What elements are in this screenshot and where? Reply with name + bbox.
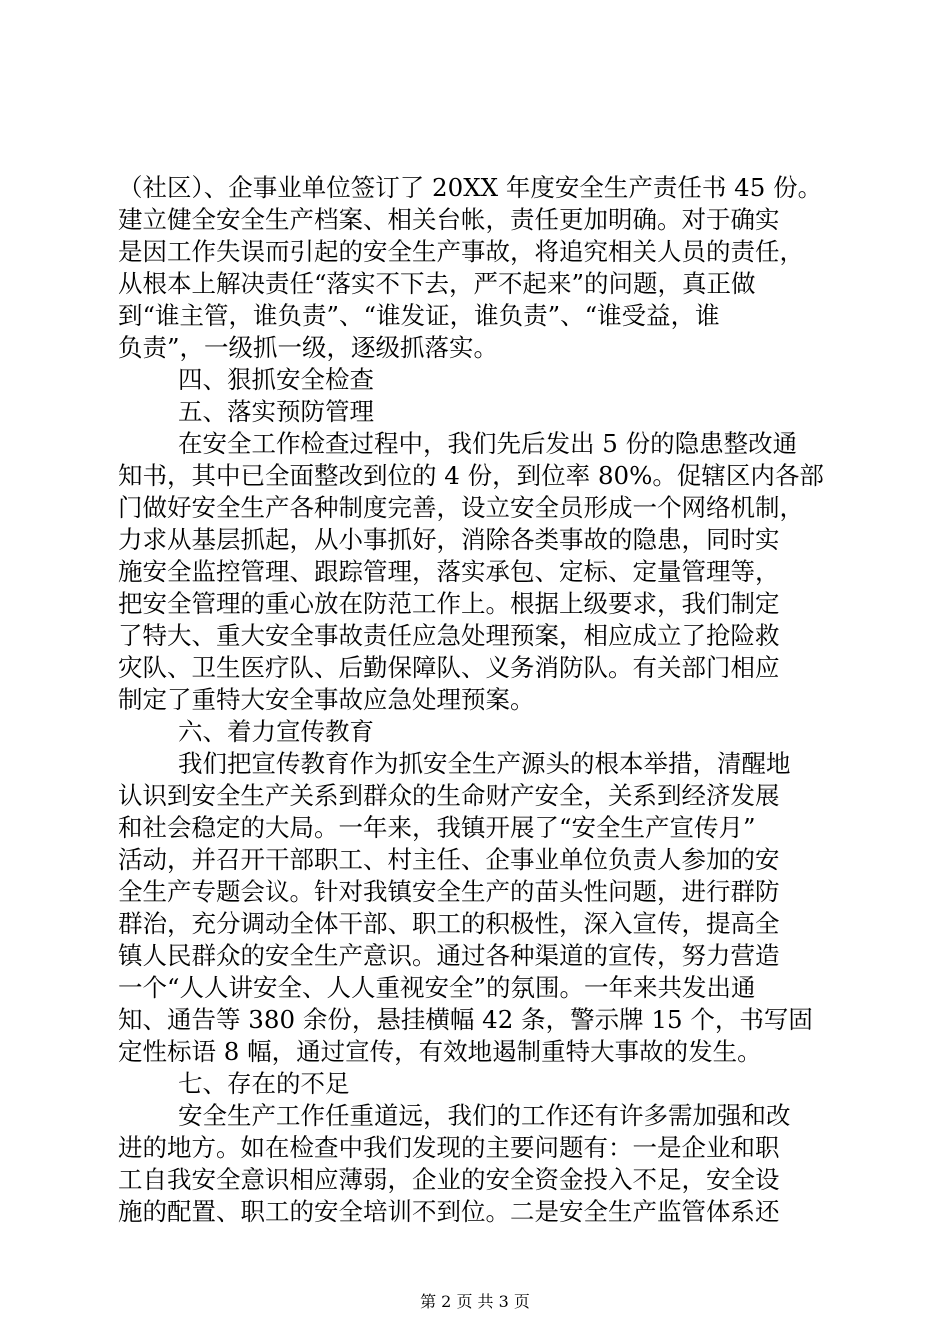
body-line: 是因工作失误而引起的安全生产事故，将追究相关人员的责任， [118, 237, 804, 266]
body-line: 认识到安全生产关系到群众的生命财产安全，关系到经济发展 [118, 781, 780, 810]
body-line: 到“谁主管，谁负责”、“谁发证，谁负责”、“谁受益，谁 [118, 301, 720, 330]
section-heading: 六、着力宣传教育 [178, 717, 374, 746]
section-heading: 七、存在的不足 [178, 1069, 350, 1098]
body-line: 知书，其中已全面整改到位的 4 份，到位率 80%。促辖区内各部 [118, 461, 824, 490]
body-line: 定性标语 8 幅，通过宣传，有效地遏制重特大事故的发生。 [118, 1037, 762, 1066]
body-line: 群治，充分调动全体干部、职工的积极性，深入宣传，提高全 [118, 909, 780, 938]
body-line: 灾队、卫生医疗队、后勤保障队、义务消防队。有关部门相应 [118, 653, 780, 682]
page-number-label: 第 2 页 共 3 页 [420, 1292, 530, 1311]
document-body [118, 172, 838, 1228]
section-heading: 四、狠抓安全检查 [178, 365, 374, 394]
body-line: 门做好安全生产各种制度完善，设立安全员形成一个网络机制， [118, 493, 804, 522]
body-line: 了特大、重大安全事故责任应急处理预案，相应成立了抢险救 [118, 621, 780, 650]
body-line: 和社会稳定的大局。一年来，我镇开展了“安全生产宣传月” [118, 813, 756, 842]
section-heading: 五、落实预防管理 [178, 397, 374, 426]
body-line: 知、通告等 380 余份，悬挂横幅 42 条，警示牌 15 个，书写固 [118, 1005, 813, 1034]
body-line: 把安全管理的重心放在防范工作上。根据上级要求，我们制定 [118, 589, 780, 618]
body-line: 全生产专题会议。针对我镇安全生产的苗头性问题，进行群防 [118, 877, 780, 906]
body-line: 一个“人人讲安全、人人重视安全”的氛围。一年来共发出通 [118, 973, 756, 1002]
body-line: 负责”，一级抓一级，逐级抓落实。 [118, 333, 499, 362]
paragraph-first-line: 安全生产工作任重道远，我们的工作还有许多需加强和改 [178, 1101, 791, 1130]
body-line: 进的地方。如在检查中我们发现的主要问题有：一是企业和职 [118, 1133, 780, 1162]
body-line: 施安全监控管理、跟踪管理，落实承包、定标、定量管理等， [118, 557, 780, 586]
body-line: 工自我安全意识相应薄弱，企业的安全资金投入不足，安全设 [118, 1165, 780, 1194]
body-line: 力求从基层抓起，从小事抓好，消除各类事故的隐患，同时实 [118, 525, 780, 554]
body-line: 建立健全安全生产档案、相关台帐，责任更加明确。对于确实 [118, 205, 780, 234]
body-line: 施的配置、职工的安全培训不到位。二是安全生产监管体系还 [118, 1197, 780, 1226]
page-footer [0, 1292, 950, 1312]
body-line: 活动，并召开干部职工、村主任、企事业单位负责人参加的安 [118, 845, 780, 874]
body-line: 镇人民群众的安全生产意识。通过各种渠道的宣传，努力营造 [118, 941, 780, 970]
paragraph-first-line: 在安全工作检查过程中，我们先后发出 5 份的隐患整改通 [178, 429, 798, 458]
body-line: 从根本上解决责任“落实不下去，严不起来”的问题，真正做 [118, 269, 756, 298]
body-line: （社区）、企事业单位签订了 20XX 年度安全生产责任书 45 份。 [118, 173, 823, 202]
paragraph-first-line: 我们把宣传教育作为抓安全生产源头的根本举措，清醒地 [178, 749, 791, 778]
body-line: 制定了重特大安全事故应急处理预案。 [118, 685, 535, 714]
